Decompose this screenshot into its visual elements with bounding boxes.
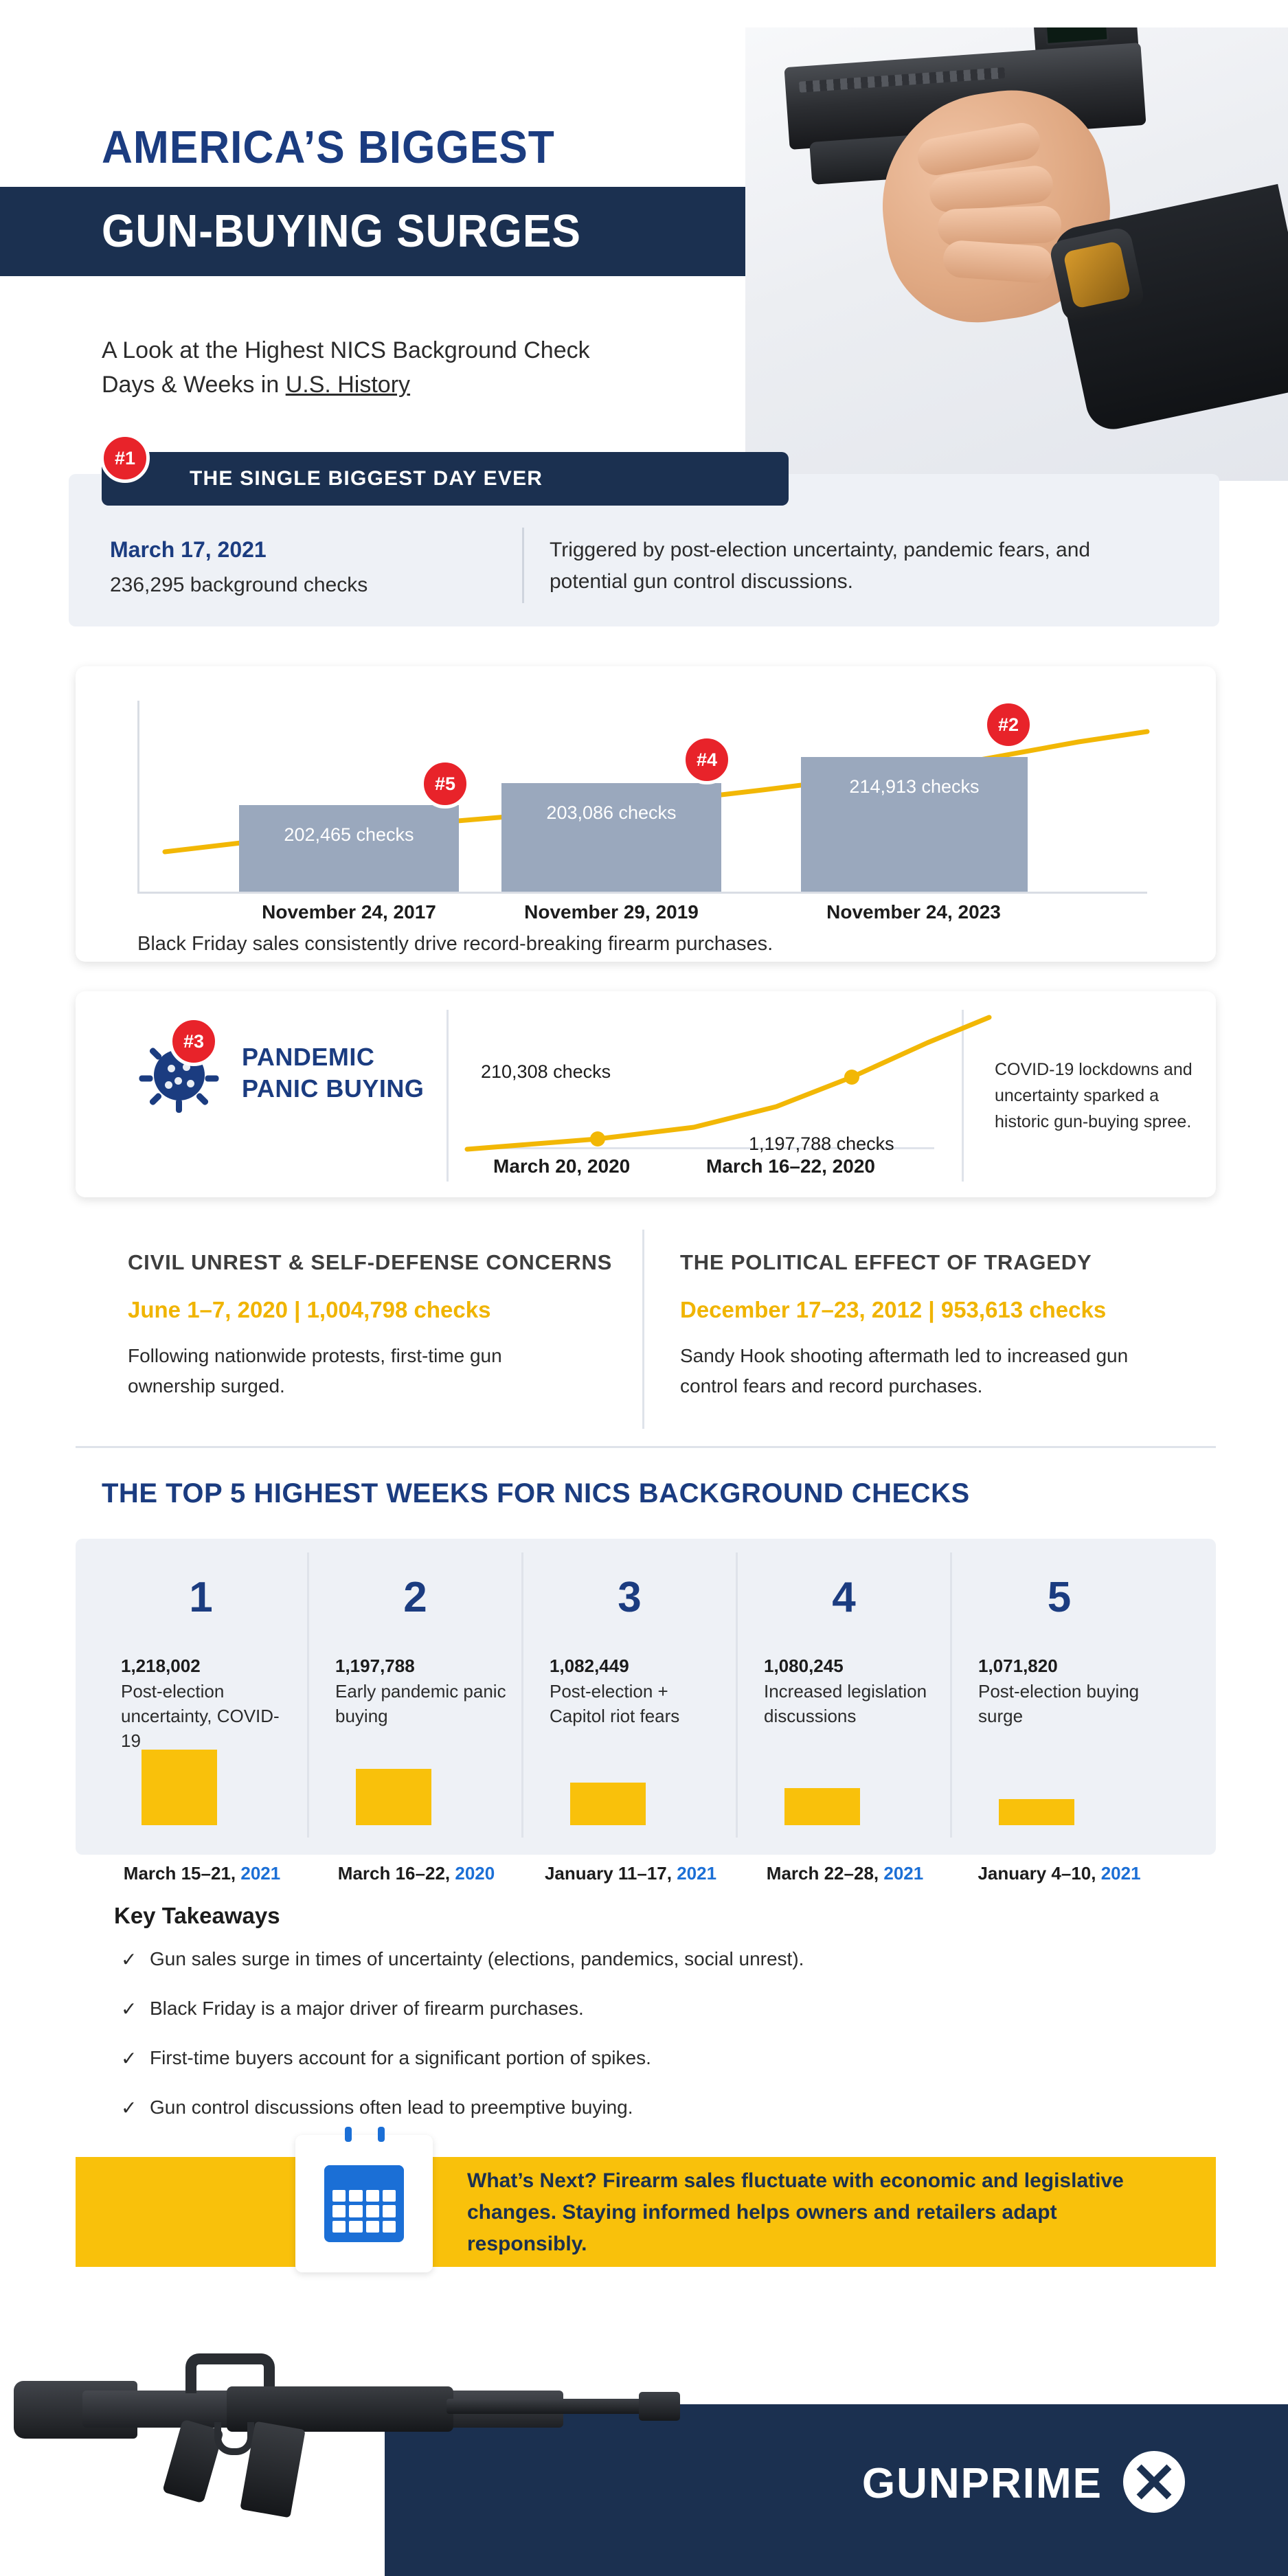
black-friday-bar-1 — [239, 805, 459, 892]
brand-logo-text: GUNPRIME — [861, 2460, 1103, 2507]
political-tragedy-description: Sandy Hook shooting aftermath led to increased gun control fears and record purchases. — [680, 1345, 1129, 1397]
top-week-value-4: 1,080,245 — [764, 1656, 844, 1676]
takeaway-item-1: Gun sales surge in times of uncertainty (elections, pandemics, social unrest). — [150, 1948, 804, 1969]
top-week-rank-2: 2 — [403, 1574, 427, 1621]
civil-unrest-description: Following nationwide protests, first-time gun ownership surged. — [128, 1345, 502, 1397]
top-week-date-2 — [303, 1863, 530, 1884]
top-week-column-4 — [738, 1552, 952, 1838]
rank-badge-2: #2 — [984, 700, 1033, 749]
rank-badge-1: #1 — [100, 433, 150, 483]
top-week-rank-3: 3 — [618, 1574, 642, 1621]
rifle-barrel — [447, 2399, 653, 2414]
top-week-date-3-main: January 11–17, — [544, 1863, 677, 1884]
top-week-bar-1 — [142, 1750, 217, 1825]
top-week-date-1 — [89, 1863, 315, 1884]
pandemic-description: COVID-19 lockdowns and uncertainty sparked a historic gun-buying spree. — [995, 1060, 1193, 1131]
page-subtitle — [102, 333, 720, 402]
top-week-rank-5: 5 — [1047, 1574, 1072, 1621]
top-week-date-1-year: 2021 — [240, 1863, 281, 1884]
pandemic-point1-date: March 20, 2020 — [493, 1155, 631, 1177]
biggest-day-description: Triggered by post-election uncertainty, pandemic fears, and potential gun control discussions. — [550, 539, 1091, 593]
top-week-value-1: 1,218,002 — [121, 1656, 201, 1676]
top-week-rank-4: 4 — [832, 1574, 856, 1621]
top-week-desc-1: Post-election uncertainty, COVID-19 — [121, 1681, 280, 1751]
pandemic-point1-value: 210,308 checks — [481, 1061, 611, 1082]
subtitle-link: U.S. History — [285, 372, 411, 398]
rifle-photo — [0, 2315, 811, 2542]
black-friday-note: Black Friday sales consistently drive record-breaking firearm purchases. — [137, 933, 773, 955]
rifle-muzzle — [639, 2392, 680, 2421]
political-tragedy-stat: December 17–23, 2012 | 953,613 checks — [680, 1297, 1107, 1322]
political-tragedy-title: THE POLITICAL EFFECT OF TRAGEDY — [680, 1250, 1092, 1274]
rank-badge-4: #4 — [682, 735, 732, 784]
pandemic-point2-date: March 16–22, 2020 — [706, 1155, 875, 1177]
divider — [76, 1446, 1216, 1448]
biggest-day-banner — [102, 452, 789, 506]
check-icon: ✓ — [121, 1949, 137, 1970]
top-week-date-2-main: March 16–22, — [337, 1863, 455, 1884]
pandemic-title-line2: PANIC BUYING — [242, 1074, 425, 1103]
pandemic-point2-value: 1,197,788 checks — [749, 1133, 894, 1154]
top-week-date-4-main: March 22–28, — [766, 1863, 884, 1884]
top-week-column-2 — [309, 1552, 523, 1838]
top-week-date-5-main: January 4–10, — [978, 1863, 1101, 1884]
cta-text: What’s Next? Firearm sales fluctuate with economic and legislative changes. Staying informed helps owners and retailers adapt responsibly. — [467, 2169, 1124, 2255]
takeaway-item-2: Black Friday is a major driver of firearm purchases. — [150, 1998, 584, 2019]
black-friday-date-2: November 29, 2019 — [524, 901, 699, 923]
black-friday-bar-3 — [801, 757, 1028, 892]
handgun-photo — [745, 27, 1288, 481]
divider — [642, 1230, 644, 1429]
top-week-bar-5 — [999, 1799, 1074, 1825]
takeaway-item-3: First-time buyers account for a significant portion of spikes. — [150, 2047, 651, 2068]
top-week-bar-2 — [356, 1769, 431, 1825]
top-week-value-5: 1,071,820 — [978, 1656, 1058, 1676]
brand-logo-mark-icon — [1123, 2451, 1185, 2513]
wristwatch — [1048, 226, 1146, 324]
top-week-date-4 — [732, 1863, 958, 1884]
top-week-desc-3: Post-election + Capitol riot fears — [550, 1681, 680, 1726]
black-friday-bar-3-label: 214,913 checks — [849, 776, 980, 797]
civil-unrest-stat: June 1–7, 2020 | 1,004,798 checks — [128, 1297, 491, 1322]
rank-badge-5: #5 — [420, 759, 470, 809]
biggest-day-date: March 17, 2021 — [110, 537, 267, 562]
top-week-column-3 — [523, 1552, 738, 1838]
check-icon: ✓ — [121, 1998, 137, 2020]
biggest-day-banner-label: THE SINGLE BIGGEST DAY EVER — [190, 467, 543, 490]
subtitle-line2: Days & Weeks in — [102, 372, 286, 398]
top-week-rank-1: 1 — [189, 1574, 213, 1621]
civil-unrest-title: CIVIL UNREST & SELF-DEFENSE CONCERNS — [128, 1250, 613, 1274]
pandemic-title-line1: PANDEMIC — [242, 1043, 375, 1071]
top-week-value-3: 1,082,449 — [550, 1656, 629, 1676]
calendar-icon-box — [295, 2135, 433, 2272]
rifle-trigger-guard — [214, 2422, 254, 2455]
top-week-date-5-year: 2021 — [1100, 1863, 1141, 1884]
black-friday-bar-1-label: 202,465 checks — [284, 824, 414, 845]
top-week-date-4-year: 2021 — [883, 1863, 924, 1884]
calendar-icon — [324, 2165, 404, 2242]
top-week-desc-4: Increased legislation discussions — [764, 1681, 927, 1726]
black-friday-date-3: November 24, 2023 — [826, 901, 1001, 923]
top-week-bar-3 — [570, 1783, 646, 1825]
page-title-line1: AMERICA’S BIGGEST — [102, 122, 555, 173]
top-week-column-1 — [95, 1552, 309, 1838]
top-week-bar-4 — [784, 1788, 860, 1825]
biggest-day-checks: 236,295 background checks — [110, 574, 368, 596]
black-friday-date-1: November 24, 2017 — [262, 901, 436, 923]
top-week-date-5 — [946, 1863, 1173, 1884]
check-icon: ✓ — [121, 2097, 137, 2119]
top-week-column-5 — [952, 1552, 1166, 1838]
key-takeaways-title: Key Takeaways — [114, 1903, 280, 1928]
rank-badge-3: #3 — [169, 1017, 218, 1066]
top-week-date-2-year: 2020 — [455, 1863, 495, 1884]
top-week-date-3-year: 2021 — [677, 1863, 717, 1884]
top-week-desc-2: Early pandemic panic buying — [335, 1681, 506, 1726]
black-friday-bar-2 — [501, 783, 721, 892]
top-weeks-title: THE TOP 5 HIGHEST WEEKS FOR NICS BACKGROUND CHECKS — [102, 1478, 970, 1509]
subtitle-line1: A Look at the Highest NICS Background Check — [102, 337, 590, 363]
top-week-desc-5: Post-election buying surge — [978, 1681, 1140, 1726]
page-title-line2: GUN-BUYING SURGES — [102, 205, 581, 257]
top-week-date-1-main: March 15–21, — [123, 1863, 241, 1884]
takeaway-item-4: Gun control discussions often lead to preemptive buying. — [150, 2097, 633, 2118]
top-week-date-3 — [517, 1863, 744, 1884]
top-week-value-2: 1,197,788 — [335, 1656, 415, 1676]
black-friday-bar-2-label: 203,086 checks — [546, 802, 677, 823]
divider — [522, 528, 524, 603]
check-icon: ✓ — [121, 2048, 137, 2069]
